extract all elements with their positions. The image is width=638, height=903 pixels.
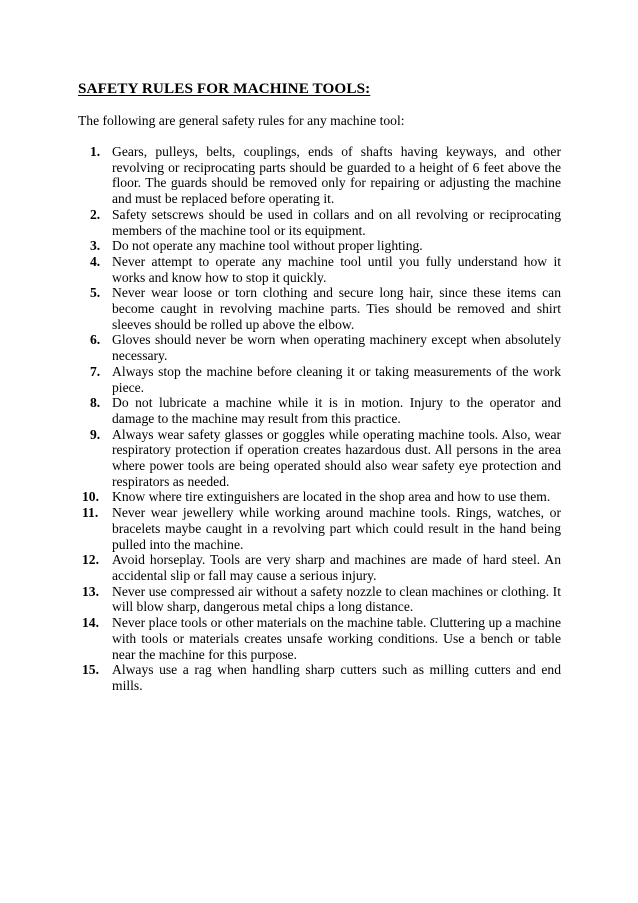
list-item: [78, 489, 561, 505]
list-item-text: Always use a rag when handling sharp cutters such as milling cutters and end mills.: [112, 662, 561, 693]
list-item: [78, 505, 561, 552]
list-item-text: Do not operate any machine tool without proper lighting.: [112, 238, 423, 254]
list-item-number: 11.: [82, 505, 99, 521]
list-item: [78, 552, 561, 583]
list-item: [78, 364, 561, 395]
document-page: [78, 80, 561, 694]
list-item-number: 12.: [82, 552, 99, 568]
list-item: [78, 615, 561, 662]
list-item-text: Know where tire extinguishers are located in the shop area and how to use them.: [112, 489, 551, 505]
list-item-text: Gears, pulleys, belts, couplings, ends of shafts having keyways, and other revolving or reciprocating parts should be guarded to a height of 6 feet above the floor. The guards should be removed only for repairing or adjusting the machine and must be replaced before operating it.: [112, 144, 561, 207]
list-item: [78, 662, 561, 693]
document-title: SAFETY RULES FOR MACHINE TOOLS:: [78, 80, 371, 97]
list-item-text: Avoid horseplay. Tools are very sharp and machines are made of hard steel. An accidental slip or fall may cause a serious injury.: [112, 552, 561, 583]
list-item-text: Always stop the machine before cleaning it or taking measurements of the work piece.: [112, 363, 561, 395]
list-item: [78, 238, 561, 254]
list-item-text: Never use compressed air without a safety nozzle to clean machines or clothing. It will blow sharp, dangerous metal chips a long distance.: [112, 583, 561, 615]
list-item-number: 5.: [90, 285, 101, 301]
list-item-number: 3.: [90, 238, 101, 254]
list-item: [78, 207, 561, 238]
list-item-text: Never attempt to operate any machine tool until you fully understand how it works and know how to stop it quickly.: [112, 253, 561, 285]
list-item-number: 2.: [90, 206, 101, 222]
list-item: [78, 332, 561, 363]
list-item-text: Never place tools or other materials on the machine table. Cluttering up a machine with tools or materials creates unsafe working conditions. Use a bench or table near the machine for this purpose.: [112, 615, 561, 662]
list-item-number: 14.: [82, 615, 99, 631]
list-item-number: 8.: [90, 395, 101, 411]
list-item-number: 10.: [82, 489, 99, 505]
safety-rules-list: [78, 144, 561, 694]
list-item-number: 4.: [90, 253, 101, 269]
list-item-text: Never wear jewellery while working around machine tools. Rings, watches, or bracelets maybe caught in a revolving part which could result in the hand being pulled into the machine.: [112, 505, 561, 552]
list-item-number: 15.: [82, 662, 99, 678]
list-item: [78, 285, 561, 332]
list-item-text: Do not lubricate a machine while it is in motion. Injury to the operator and damage to the machine may result from this practice.: [112, 395, 561, 426]
list-item: [78, 254, 561, 285]
list-item: [78, 395, 561, 426]
list-item-text: Gloves should never be worn when operating machinery except when absolutely necessary.: [112, 332, 561, 364]
list-item-number: 13.: [82, 583, 99, 599]
list-item: [78, 584, 561, 615]
list-item: [78, 144, 561, 207]
list-item-text: Always wear safety glasses or goggles while operating machine tools. Also, wear respiratory protection if operation creates hazardous dust. All persons in the area where power tools are being operated should also wear safety eye protection and respirators as needed.: [112, 426, 561, 489]
list-item: [78, 427, 561, 490]
list-item-text: Safety setscrews should be used in collars and on all revolving or reciprocating members of the machine tool or its equipment.: [112, 206, 561, 238]
list-item-number: 6.: [90, 332, 101, 348]
document-intro: The following are general safety rules for any machine tool:: [78, 113, 405, 128]
list-item-text: Never wear loose or torn clothing and secure long hair, since these items can become caught in revolving machine parts. Ties should be removed and shirt sleeves should be rolled up above the elbow.: [112, 285, 561, 332]
list-item-number: 9.: [90, 426, 101, 442]
list-item-number: 1.: [90, 144, 101, 159]
list-item-number: 7.: [90, 363, 101, 379]
